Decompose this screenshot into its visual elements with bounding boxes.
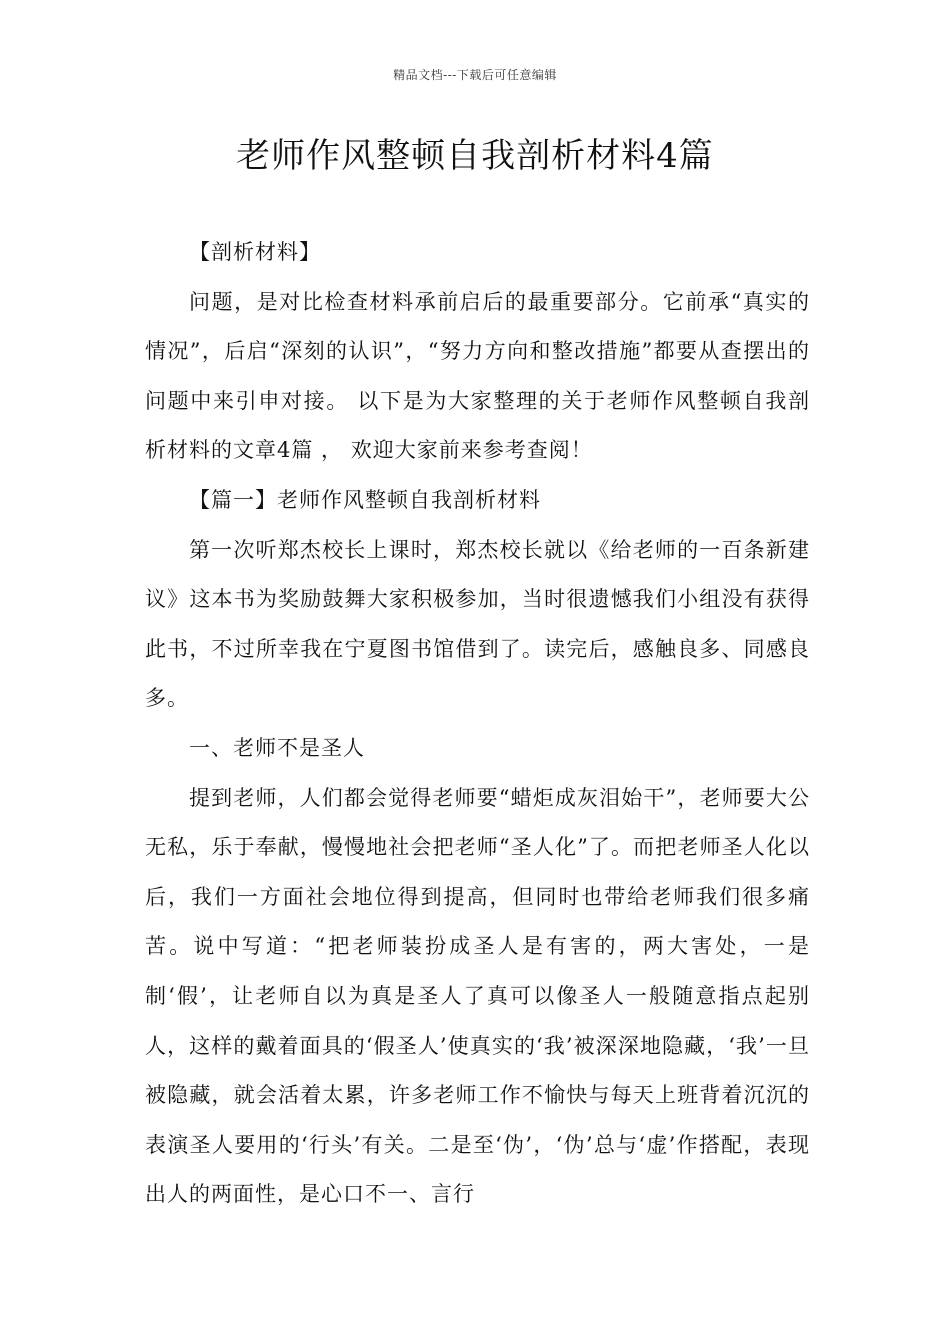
paragraph-part-one-opening: 第一次听郑杰校长上课时，郑杰校长就以《给老师的一百条新建议》这本书为奖励鼓舞大家积极参加，当时很遗憾我们小组没有获得此书，不过所幸我在宁夏图书馆借到了。读完后，感触良多、同感良多。 — [145, 537, 810, 711]
paragraph-teacher-not-saint: 提到老师，人们都会觉得老师要“蜡炬成灰泪始干”，老师要大公无私，乐于奉献，慢慢地社会把老师“圣人化”了。而把老师圣人化以后，我们一方面社会地位得到提高，但同时也带给老师我们很多痛苦。说中写道：“把老师装扮成圣人是有害的，两大害处，一是制‘假’，让老师自以为真是圣人了真可以像圣人一般随意指点起别人，这样的戴着面具的‘假圣人’使真实的‘我’被深深地隐藏，‘我’一旦被隐藏，就会活着太累，许多老师工作不愉快与每天上班背着沉沉的表演圣人要用的‘行头’有关。二是至‘伪’，‘伪’总与‘虚’作搭配，表现出人的两面性，是心口不一、言行 — [145, 785, 810, 1207]
section-heading-part-one: 【篇一】老师作风整顿自我剖析材料 — [189, 487, 541, 512]
document-title: 老师作风整顿自我剖析材料4篇 — [236, 136, 714, 176]
subheading-teacher-not-saint: 一、老师不是圣人 — [189, 735, 365, 760]
section-heading-analysis: 【剖析材料】 — [189, 240, 321, 264]
header-note: 精品文档---下载后可任意编辑 — [393, 68, 557, 82]
document-body — [145, 228, 810, 1220]
paragraph-intro: 问题，是对比检查材料承前启后的最重要部分。它前承“真实的情况”，后启“深刻的认识”，“努力方向和整改措施”都要从查摆出的问题中来引申对接。 以下是为大家整理的关于老师作风整顿自我剖析材料的文章4篇 ， 欢迎大家前来参考查阅！ — [145, 289, 810, 463]
